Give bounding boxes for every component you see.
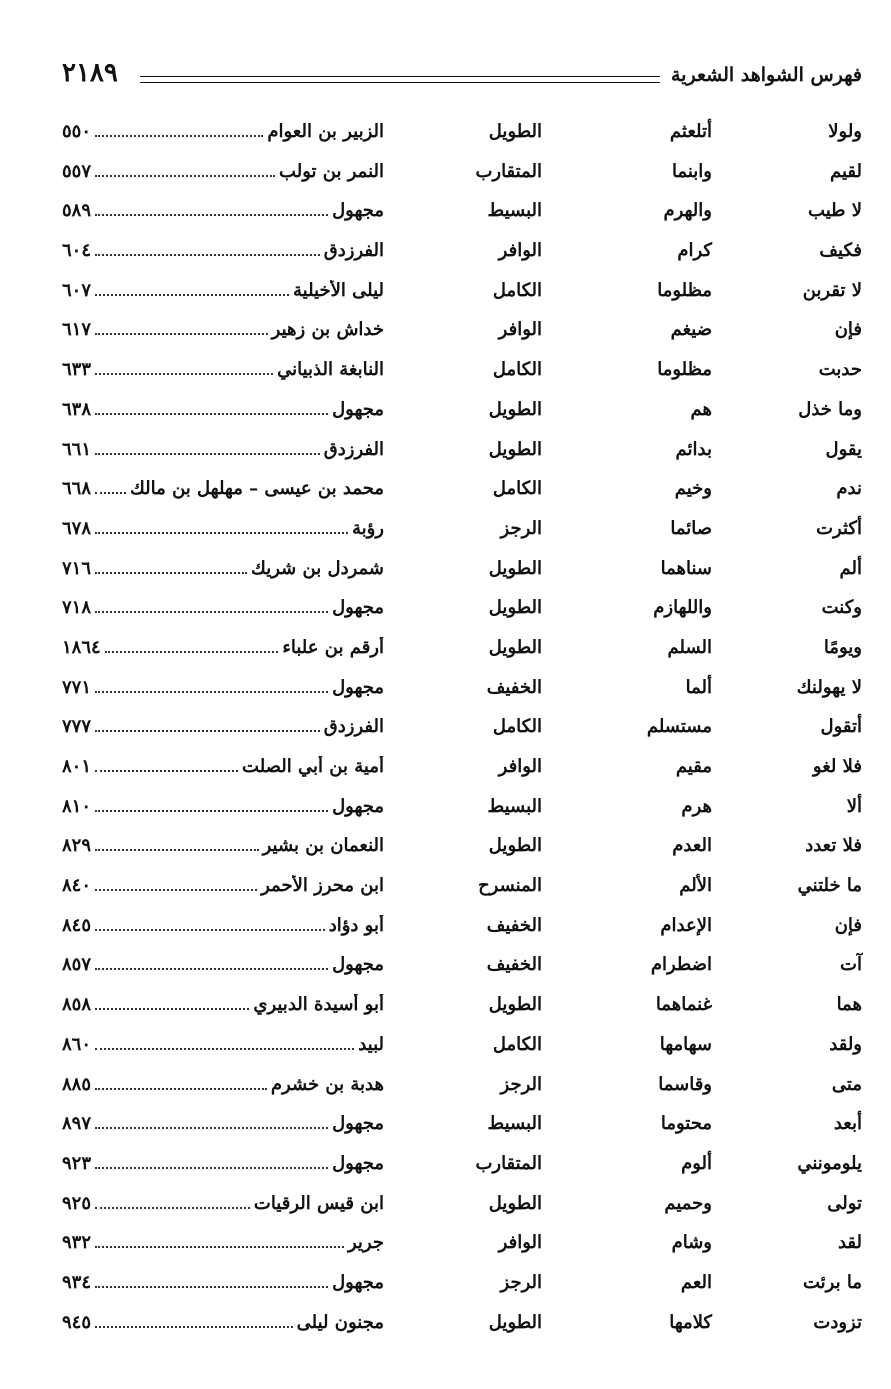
poet-name: أبو أسيدة الدبيري <box>253 994 384 1016</box>
reference-page: ٥٨٩ <box>62 200 92 222</box>
poet-name: ليلى الأخيلية <box>292 279 384 301</box>
dot-leader <box>95 1036 354 1050</box>
reference-page: ٩٢٥ <box>62 1192 92 1214</box>
reference-page: ٦٠٧ <box>62 279 92 301</box>
poetic-meter: الوافر <box>498 319 542 341</box>
verse-opening-word: فإن <box>834 319 862 341</box>
poet-name: النعمان بن بشير <box>262 835 384 857</box>
reference-page: ٦٠٤ <box>62 240 92 262</box>
reference-page: ٦٦١ <box>62 438 92 460</box>
poetic-meter: الطويل <box>488 1192 542 1214</box>
index-row <box>62 827 862 867</box>
rhyme-word: مظلوما <box>657 279 712 301</box>
poet-cell <box>62 478 384 499</box>
index-row <box>62 1026 862 1066</box>
verse-opening-word: ألم <box>839 557 862 579</box>
verse-opening-word: هما <box>836 994 862 1016</box>
poetic-meter: البسيط <box>487 795 542 817</box>
reference-page: ٨٤٠ <box>62 875 92 897</box>
reference-page: ٨٤٥ <box>62 914 92 936</box>
index-row <box>62 589 862 629</box>
poet-name: مجهول <box>332 954 384 976</box>
poet-cell <box>62 637 384 658</box>
poetic-meter: الرجز <box>500 1073 542 1095</box>
rhyme-word: مظلوما <box>657 359 712 381</box>
poet-name: الزبير بن العوام <box>267 121 384 142</box>
reference-page: ٨٩٧ <box>62 1113 92 1135</box>
poet-name: النمر بن تولب <box>279 160 384 182</box>
dot-leader <box>95 1274 328 1288</box>
reference-page: ٨٦٠ <box>62 1033 92 1055</box>
poet-name: مجهول <box>332 795 384 817</box>
rhyme-word: وابنما <box>671 160 712 182</box>
reference-page: ٧١٦ <box>62 557 92 579</box>
reference-page: ٥٥٧ <box>62 160 92 182</box>
index-row <box>62 510 862 550</box>
rhyme-word: ألما <box>685 676 712 698</box>
index-row <box>62 192 862 232</box>
poetic-meter: البسيط <box>487 1113 542 1135</box>
poet-cell <box>62 994 384 1015</box>
poetic-meter: الوافر <box>498 756 542 777</box>
verse-opening-word: ما برئت <box>802 1271 862 1293</box>
rhyme-word: ضيغم <box>670 319 712 341</box>
verse-opening-word: آت <box>840 954 862 976</box>
reference-page: ٥٥٠ <box>62 121 92 142</box>
reference-page: ٨٢٩ <box>62 835 92 857</box>
index-row <box>62 748 862 788</box>
verse-opening-word: ألا <box>846 795 862 817</box>
poetic-meter: الوافر <box>498 1232 542 1254</box>
poet-cell <box>62 915 384 936</box>
dot-leader <box>95 956 328 970</box>
poet-name: الفرزدق <box>323 240 384 262</box>
dot-leader <box>95 798 328 812</box>
reference-page: ٨١٠ <box>62 795 92 817</box>
poet-cell <box>62 1074 384 1095</box>
verse-opening-word: لا تقربن <box>802 279 862 301</box>
dot-leader <box>95 560 247 574</box>
rhyme-word: مستسلم <box>646 716 712 738</box>
index-row <box>62 1105 862 1145</box>
poet-cell <box>62 518 384 539</box>
verse-opening-word: تزودت <box>813 1311 862 1333</box>
dot-leader <box>95 202 328 216</box>
rhyme-word: مقيم <box>675 756 712 777</box>
dot-leader <box>95 361 273 375</box>
dot-leader <box>95 1076 267 1090</box>
verse-opening-word: أبعد <box>833 1113 862 1135</box>
poet-cell <box>62 677 384 698</box>
dot-leader <box>95 718 320 732</box>
running-title: فهرس الشواهد الشعرية <box>671 64 862 86</box>
poet-name: مجهول <box>332 398 384 420</box>
verse-opening-word: فإن <box>834 914 862 936</box>
poetic-meter: الخفيف <box>486 954 542 976</box>
rhyme-word: هرم <box>681 795 712 817</box>
poetic-meter: الوافر <box>498 240 542 262</box>
poetic-meter: الكامل <box>492 716 542 738</box>
verse-opening-word: فكيف <box>819 240 862 262</box>
dot-leader <box>95 1314 293 1328</box>
index-row <box>62 1185 862 1225</box>
reference-page: ٧٧١ <box>62 676 92 698</box>
dot-leader <box>95 163 275 177</box>
verse-opening-word: ندم <box>836 478 862 500</box>
poet-name: شمردل بن شريك <box>251 557 384 579</box>
index-row <box>62 113 862 153</box>
index-row <box>62 629 862 669</box>
poetic-meter: الكامل <box>492 478 542 500</box>
poet-name: ابن محرز الأحمر <box>261 875 384 897</box>
reference-page: ٦٣٨ <box>62 398 92 420</box>
poet-name: مجهول <box>332 1271 384 1293</box>
index-row <box>62 1264 862 1304</box>
dot-leader <box>95 520 348 534</box>
reference-page: ٦٣٣ <box>62 359 92 381</box>
poetic-meter: الكامل <box>492 359 542 381</box>
dot-leader <box>95 321 268 335</box>
poet-name: مجهول <box>332 200 384 222</box>
rhyme-word: والهرم <box>663 200 712 222</box>
poet-cell <box>62 954 384 975</box>
poet-name: الفرزدق <box>323 716 384 738</box>
index-row <box>62 431 862 471</box>
rhyme-word: هم <box>690 398 712 420</box>
dot-leader <box>95 837 259 851</box>
poet-name: مجهول <box>332 1152 384 1174</box>
poet-name: لبيد <box>358 1033 384 1055</box>
verse-opening-word: ويومًا <box>823 636 862 658</box>
poetic-meter: الطويل <box>488 1311 542 1333</box>
rhyme-word: العدم <box>672 835 712 857</box>
dot-leader <box>95 1115 328 1129</box>
poet-cell <box>62 716 384 737</box>
verse-opening-word: لا يهولنك <box>796 676 862 698</box>
poet-cell <box>62 875 384 896</box>
index-row <box>62 391 862 431</box>
rhyme-word: كلامها <box>669 1311 712 1333</box>
poetic-meter: الطويل <box>488 438 542 460</box>
index-row <box>62 272 862 312</box>
dot-leader <box>95 877 257 891</box>
poetic-meter: الخفيف <box>486 914 542 936</box>
reference-page: ٩٤٥ <box>62 1311 92 1333</box>
dot-leader <box>95 599 328 613</box>
poetic-meter: الكامل <box>492 279 542 301</box>
index-row <box>62 470 862 510</box>
poet-cell <box>62 1153 384 1174</box>
poet-cell <box>62 1312 384 1333</box>
poetic-meter: المنسرح <box>478 875 542 897</box>
verse-opening-word: تولى <box>827 1192 862 1214</box>
poet-name: محمد بن عيسى – مهلهل بن مالك <box>130 478 384 500</box>
poet-cell <box>62 240 384 261</box>
verse-opening-word: فلا تعدد <box>805 835 862 857</box>
reference-page: ٩٢٣ <box>62 1152 92 1174</box>
rhyme-word: محتوما <box>660 1113 712 1135</box>
poet-cell <box>62 1232 384 1253</box>
poetic-meter: الخفيف <box>486 676 542 698</box>
verse-opening-word: ما خلتني <box>797 875 862 897</box>
poet-cell <box>62 1272 384 1293</box>
poetic-meter: الرجز <box>500 1271 542 1293</box>
reference-page: ١٨٦٤ <box>62 636 101 658</box>
dot-leader <box>95 917 325 931</box>
rhyme-word: سناهما <box>660 557 712 579</box>
index-row <box>62 708 862 748</box>
poet-name: مجنون ليلى <box>296 1311 384 1333</box>
dot-leader <box>95 242 320 256</box>
poetic-meter: الطويل <box>488 597 542 619</box>
reference-page: ٧٧٧ <box>62 716 92 738</box>
verse-opening-word: يقول <box>825 438 862 460</box>
poet-name: أبو دؤاد <box>328 914 384 936</box>
dot-leader <box>95 401 328 415</box>
rhyme-word: الإعدام <box>660 914 712 936</box>
rhyme-word: الألم <box>679 875 712 897</box>
verse-opening-word: وكنت <box>821 597 862 619</box>
poetic-meter: الطويل <box>488 636 542 658</box>
verse-opening-word: لا طيب <box>808 200 862 222</box>
dot-leader <box>95 1155 328 1169</box>
poetic-meter: المتقارب <box>475 160 542 182</box>
reference-page: ٨٥٧ <box>62 954 92 976</box>
poet-name: مجهول <box>332 597 384 619</box>
poet-cell <box>62 1034 384 1055</box>
rhyme-word: وحميم <box>664 1192 712 1214</box>
poet-name: الفرزدق <box>323 438 384 460</box>
header-double-rule <box>140 76 660 83</box>
reference-page: ٦٦٨ <box>62 478 92 500</box>
poet-name: ابن قيس الرقيات <box>253 1192 384 1214</box>
rhyme-word: صائما <box>670 517 712 539</box>
verse-opening-word: وما خذل <box>798 398 862 420</box>
index-row <box>62 907 862 947</box>
index-row <box>62 351 862 391</box>
index-row <box>62 1145 862 1185</box>
poetic-meter: الطويل <box>488 398 542 420</box>
reference-page: ٨٥٨ <box>62 994 92 1016</box>
poet-name: مجهول <box>332 1113 384 1135</box>
poet-name: جرير <box>348 1232 384 1254</box>
page-number: ٢١٨٩ <box>62 58 118 88</box>
index-row <box>62 867 862 907</box>
verse-opening-word: لقد <box>837 1232 862 1254</box>
index-row <box>62 1224 862 1264</box>
poet-cell <box>62 161 384 182</box>
rhyme-word: سهامها <box>659 1033 712 1055</box>
poet-cell <box>62 756 384 777</box>
index-row <box>62 311 862 351</box>
verse-opening-word: لقيم <box>829 160 862 182</box>
poet-cell <box>62 835 384 856</box>
rhyme-word: غنماهما <box>655 994 712 1016</box>
rhyme-word: ألوم <box>681 1152 712 1174</box>
dot-leader <box>95 679 328 693</box>
poet-cell <box>62 796 384 817</box>
poet-name: هدبة بن خشرم <box>270 1073 384 1095</box>
reference-page: ٦٧٨ <box>62 517 92 539</box>
rhyme-word: وقاسما <box>658 1073 712 1095</box>
dot-leader <box>95 758 238 772</box>
poet-cell <box>62 439 384 460</box>
verse-opening-word: يلومونني <box>797 1152 862 1174</box>
reference-page: ٨٠١ <box>62 756 92 777</box>
dot-leader <box>95 441 320 455</box>
reference-page: ٩٣٤ <box>62 1271 92 1293</box>
index-row <box>62 153 862 193</box>
dot-leader <box>95 282 289 296</box>
page-header <box>62 58 862 98</box>
rhyme-word: اضطرام <box>650 954 712 976</box>
dot-leader <box>95 1234 344 1248</box>
index-row <box>62 550 862 590</box>
poet-name: أمية بن أبي الصلت <box>242 756 384 777</box>
poetic-meter: البسيط <box>487 200 542 222</box>
dot-leader <box>95 1195 250 1209</box>
rhyme-word: أتلعثم <box>669 121 712 142</box>
index-row <box>62 669 862 709</box>
poetic-meter: الطويل <box>488 835 542 857</box>
rhyme-word: كرام <box>677 240 712 262</box>
poet-name: خداش بن زهير <box>271 319 384 341</box>
reference-page: ٩٣٢ <box>62 1232 92 1254</box>
index-row <box>62 986 862 1026</box>
verse-opening-word: ولولا <box>828 121 862 142</box>
poet-cell <box>62 121 384 142</box>
poetic-meter: الطويل <box>488 557 542 579</box>
index-row <box>62 788 862 828</box>
poet-name: أرقم بن علباء <box>282 636 384 658</box>
poetic-meter: الرجز <box>500 517 542 539</box>
poet-cell <box>62 319 384 340</box>
dot-leader <box>95 996 249 1010</box>
index-table <box>62 113 862 1343</box>
poet-cell <box>62 558 384 579</box>
index-row <box>62 1304 862 1344</box>
poet-name: رؤبة <box>351 517 384 539</box>
poet-cell <box>62 200 384 221</box>
reference-page: ٧١٨ <box>62 597 92 619</box>
poetic-meter: الطويل <box>488 994 542 1016</box>
rhyme-word: بدائم <box>675 438 712 460</box>
verse-opening-word: حدبت <box>818 359 862 381</box>
poetic-meter: الطويل <box>488 121 542 142</box>
rhyme-word: السلم <box>667 636 712 658</box>
poet-name: مجهول <box>332 676 384 698</box>
index-row <box>62 946 862 986</box>
verse-opening-word: فلا لغو <box>812 756 862 777</box>
poetic-meter: الكامل <box>492 1033 542 1055</box>
poet-cell <box>62 597 384 618</box>
rhyme-word: وخيم <box>674 478 712 500</box>
index-row <box>62 232 862 272</box>
index-row <box>62 1066 862 1106</box>
poet-cell <box>62 280 384 301</box>
verse-opening-word: متى <box>831 1073 862 1095</box>
poet-cell <box>62 399 384 420</box>
reference-page: ٨٨٥ <box>62 1073 92 1095</box>
rhyme-word: وشام <box>671 1232 712 1254</box>
verse-opening-word: ولقد <box>829 1033 862 1055</box>
poet-cell <box>62 1113 384 1134</box>
rhyme-word: واللهازم <box>653 597 712 619</box>
dot-leader <box>95 480 126 494</box>
poet-name: النابغة الذبياني <box>277 359 384 381</box>
verse-opening-word: أكثرت <box>816 517 862 539</box>
poetic-meter: المتقارب <box>475 1152 542 1174</box>
reference-page: ٦١٧ <box>62 319 92 341</box>
poet-cell <box>62 359 384 380</box>
verse-opening-word: أتقول <box>820 716 862 738</box>
dot-leader <box>105 639 279 653</box>
poet-cell <box>62 1193 384 1214</box>
dot-leader <box>95 123 263 137</box>
rhyme-word: العم <box>680 1271 712 1293</box>
